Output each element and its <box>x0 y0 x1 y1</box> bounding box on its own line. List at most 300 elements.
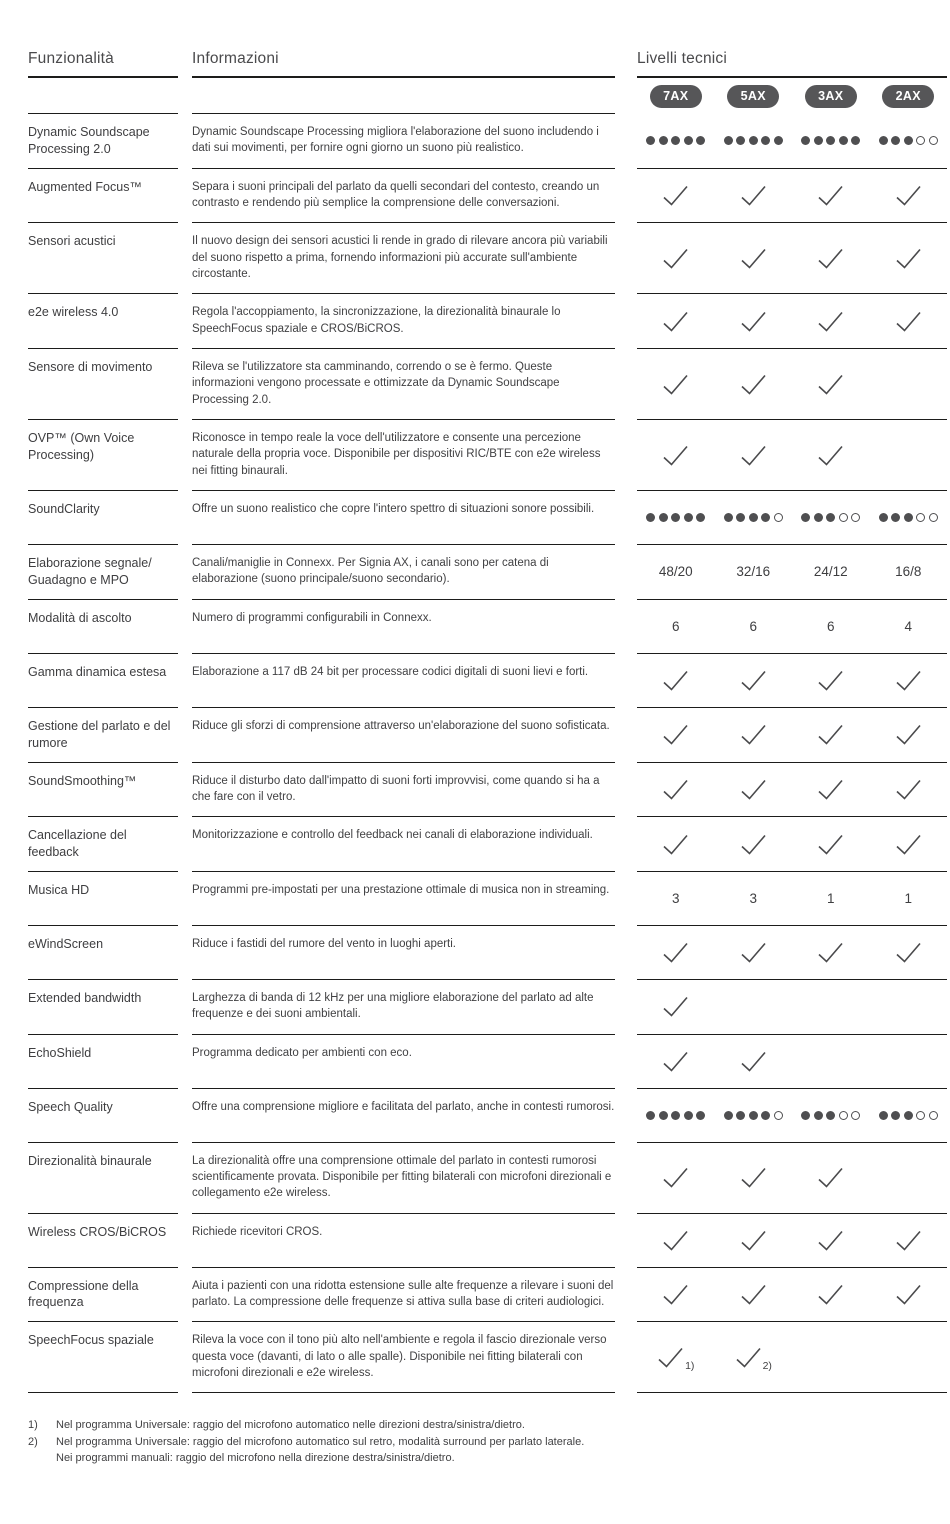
table-header <box>28 50 947 78</box>
tech-cell-3ax <box>792 980 870 1034</box>
filled-dot-icon <box>826 513 835 522</box>
tech-cell-7ax <box>637 1143 715 1213</box>
info-cell <box>192 817 615 872</box>
feature-description: Riduce gli sforzi di comprensione attraverso un'elaborazione del suono sofisticata. <box>192 719 610 732</box>
column-gap <box>615 926 637 980</box>
filled-dot-icon <box>814 1111 823 1120</box>
table-row <box>28 600 947 654</box>
check-icon <box>817 779 844 800</box>
tech-cell-2ax <box>870 654 948 707</box>
tech-cell-5ax <box>715 708 793 762</box>
info-cell <box>192 708 615 763</box>
check-icon <box>817 374 844 395</box>
table-row <box>28 1268 947 1323</box>
feature-description: Programmi pre-impostati per una prestazione ottimale di musica non in streaming. <box>192 883 610 896</box>
cell-value: 6 <box>671 618 680 634</box>
footnote <box>28 1417 947 1434</box>
table-row <box>28 1143 947 1214</box>
filled-dot-icon <box>684 136 693 145</box>
tech-cells <box>637 114 947 169</box>
level-pill-7ax: 7AX <box>650 85 702 108</box>
tech-cell-7ax <box>637 1035 715 1088</box>
tech-cell-3ax <box>792 491 870 544</box>
empty-dot-icon <box>774 1111 783 1120</box>
feature-name: e2e wireless 4.0 <box>28 305 119 320</box>
info-cell <box>192 294 615 349</box>
column-gap <box>178 50 192 78</box>
tech-cell-7ax <box>637 545 715 599</box>
filled-dot-icon <box>696 1111 705 1120</box>
tech-cell-2ax <box>870 1143 948 1213</box>
table-row <box>28 817 947 872</box>
check-icon <box>817 1284 844 1305</box>
feature-description: Rileva la voce con il tono più alto nell'ambiente e regola il fascio direzionale verso questa voce (davanti, di lato o alle spalle). Disponibile nei fitting bilaterali con microfoni direzionali e e2e wireless. <box>192 1334 607 1379</box>
table-body <box>28 114 947 1393</box>
tech-cells <box>637 223 947 294</box>
tech-cell-2ax <box>870 1089 948 1142</box>
column-gap <box>178 654 192 708</box>
table-row <box>28 491 947 545</box>
table-row <box>28 1035 947 1089</box>
tech-cell-5ax <box>715 926 793 979</box>
feature-description: Il nuovo design dei sensori acustici li rende in grado di rilevare ancora più variabili del suono rispetto a prima, fornendo informazioni più accurate sull'ambiente circostante. <box>192 235 608 281</box>
column-gap <box>615 654 637 708</box>
filled-dot-icon <box>736 513 745 522</box>
filled-dot-icon <box>646 513 655 522</box>
check-icon <box>817 724 844 745</box>
level-pill-2ax: 2AX <box>882 85 934 108</box>
tech-cell-2ax <box>870 926 948 979</box>
level-pill-3ax: 3AX <box>805 85 857 108</box>
rating-dots <box>724 1111 783 1120</box>
feature-name: Elaborazione segnale/ Guadagno e MPO <box>28 556 152 587</box>
table-row <box>28 654 947 708</box>
column-gap <box>615 50 637 78</box>
filled-dot-icon <box>736 136 745 145</box>
feature-description: Programma dedicato per ambienti con eco. <box>192 1046 412 1059</box>
tech-cell-2ax <box>870 872 948 925</box>
tech-cell-7ax <box>637 1089 715 1142</box>
tech-cell-3ax <box>792 294 870 348</box>
info-cell <box>192 491 615 545</box>
feature-cell <box>28 600 178 654</box>
column-gap <box>178 349 192 420</box>
footnote-marker: 1) <box>28 1419 38 1432</box>
feature-description: Monitorizzazione e controllo del feedback nei canali di elaborazione individuali. <box>192 829 593 842</box>
table-row <box>28 926 947 980</box>
tech-cell-7ax <box>637 600 715 653</box>
tech-cells <box>637 872 947 926</box>
rating-dots <box>801 1111 860 1120</box>
column-gap <box>178 169 192 224</box>
empty-dot-icon <box>916 136 925 145</box>
tech-cell-2ax <box>870 1035 948 1088</box>
column-gap <box>615 169 637 224</box>
empty-dot-icon <box>851 513 860 522</box>
column-gap <box>178 1143 192 1214</box>
check-icon <box>817 311 844 332</box>
tech-cell-5ax <box>715 1089 793 1142</box>
tech-cell-2ax <box>870 545 948 599</box>
feature-cell <box>28 1143 178 1214</box>
feature-description: Offre una comprensione migliore e facilitata del parlato, anche in contesti rumorosi. <box>192 1100 615 1113</box>
filled-dot-icon <box>684 513 693 522</box>
check-icon <box>817 670 844 691</box>
check-icon <box>740 1284 767 1305</box>
tech-cells <box>637 491 947 545</box>
footnote <box>28 1434 947 1467</box>
feature-cell <box>28 654 178 708</box>
feature-name: SpeechFocus spaziale <box>28 1333 154 1348</box>
filled-dot-icon <box>801 513 810 522</box>
check-icon <box>895 942 922 963</box>
column-gap <box>178 708 192 763</box>
cell-value: 4 <box>904 618 912 634</box>
rating-dots <box>724 513 783 522</box>
rating-dots <box>879 513 938 522</box>
cell-value: 6 <box>826 618 835 634</box>
tech-cells <box>637 600 947 654</box>
filled-dot-icon <box>904 513 913 522</box>
column-gap <box>615 1089 637 1143</box>
check-icon <box>662 779 689 800</box>
tech-cells <box>637 169 947 224</box>
tech-cells <box>637 349 947 420</box>
tech-cell-5ax <box>715 1143 793 1213</box>
check-icon <box>662 1051 689 1072</box>
check-icon <box>662 942 689 963</box>
info-cell <box>192 223 615 294</box>
tech-cell-5ax <box>715 420 793 490</box>
check-icon <box>740 311 767 332</box>
info-cell <box>192 654 615 708</box>
tech-cell-7ax <box>637 491 715 544</box>
column-header-features: Funzionalità <box>28 50 178 78</box>
tech-cell-5ax <box>715 980 793 1034</box>
feature-description: Richiede ricevitori CROS. <box>192 1225 323 1238</box>
rating-dots <box>646 513 705 522</box>
tech-cell-5ax <box>715 1268 793 1322</box>
column-gap <box>178 223 192 294</box>
check-icon <box>740 445 767 466</box>
level-pill-5ax: 5AX <box>727 85 779 108</box>
tech-cell-3ax <box>792 1035 870 1088</box>
tech-cell-5ax <box>715 763 793 817</box>
feature-name: SoundSmoothing™ <box>28 773 137 788</box>
feature-cell <box>28 1322 178 1393</box>
filled-dot-icon <box>774 136 783 145</box>
tech-cell-2ax <box>870 1214 948 1267</box>
filled-dot-icon <box>659 1111 668 1120</box>
empty-dot-icon <box>929 136 938 145</box>
check-icon <box>740 185 767 206</box>
feature-name: Extended bandwidth <box>28 990 142 1005</box>
filled-dot-icon <box>646 136 655 145</box>
info-cell <box>192 926 615 980</box>
footnote-marker: 2) <box>28 1435 38 1448</box>
feature-cell <box>28 980 178 1035</box>
check-icon <box>662 1167 689 1188</box>
filled-dot-icon <box>749 1111 758 1120</box>
check-icon <box>662 311 689 332</box>
check-icon <box>817 942 844 963</box>
tech-cell-3ax <box>792 1143 870 1213</box>
footnotes <box>28 1417 947 1467</box>
filled-dot-icon <box>761 1111 770 1120</box>
tech-cells <box>637 1214 947 1268</box>
check-icon <box>740 374 767 395</box>
filled-dot-icon <box>891 136 900 145</box>
empty-dot-icon <box>839 1111 848 1120</box>
tech-cell-5ax <box>715 872 793 925</box>
table-row <box>28 169 947 224</box>
feature-cell <box>28 545 178 600</box>
column-header-info: Informazioni <box>192 50 615 78</box>
check-icon <box>662 1230 689 1251</box>
cell-value: 3 <box>749 890 757 906</box>
tech-cell-3ax <box>792 169 870 223</box>
info-cell <box>192 1268 615 1323</box>
info-cell <box>192 1322 615 1393</box>
level-pill-cell <box>637 78 715 114</box>
filled-dot-icon <box>904 1111 913 1120</box>
table-row <box>28 294 947 349</box>
table-row <box>28 1322 947 1393</box>
feature-name: Speech Quality <box>28 1099 113 1114</box>
rating-dots <box>646 1111 705 1120</box>
filled-dot-icon <box>749 513 758 522</box>
tech-cell-7ax <box>637 1268 715 1322</box>
column-gap <box>615 78 637 114</box>
filled-dot-icon <box>724 1111 733 1120</box>
column-gap <box>615 420 637 491</box>
column-gap <box>615 1214 637 1268</box>
tech-cell-7ax <box>637 114 715 168</box>
cell-value: 48/20 <box>658 564 693 580</box>
tech-cell-2ax <box>870 491 948 544</box>
footnote-text <box>56 1434 947 1467</box>
tech-cell-7ax <box>637 294 715 348</box>
info-cell <box>192 600 615 654</box>
tech-cell-7ax <box>637 654 715 707</box>
footnote-line: Nel programma Universale: raggio del microfono automatico sul retro, modalità surround per parlato laterale. <box>56 1435 585 1448</box>
feature-cell <box>28 169 178 224</box>
column-gap <box>615 223 637 294</box>
tech-cell-3ax <box>792 1268 870 1322</box>
tech-cells <box>637 1089 947 1143</box>
feature-cell <box>28 872 178 926</box>
feature-name: OVP™ (Own Voice Processing) <box>28 431 135 462</box>
feature-description: Numero di programmi configurabili in Connexx. <box>192 611 432 624</box>
feature-cell <box>28 708 178 763</box>
tech-cell-5ax <box>715 294 793 348</box>
info-cell <box>192 1035 615 1089</box>
column-gap <box>615 708 637 763</box>
tech-cells <box>637 1268 947 1323</box>
tech-cell-5ax <box>715 817 793 871</box>
filled-dot-icon <box>879 513 888 522</box>
filled-dot-icon <box>684 1111 693 1120</box>
feature-name: Augmented Focus™ <box>28 179 142 194</box>
tech-cell-2ax <box>870 600 948 653</box>
filled-dot-icon <box>891 513 900 522</box>
level-pills <box>637 78 947 114</box>
column-gap <box>615 114 637 169</box>
empty-dot-icon <box>774 513 783 522</box>
check-icon <box>740 1167 767 1188</box>
column-gap <box>178 1214 192 1268</box>
column-gap <box>178 872 192 926</box>
filled-dot-icon <box>696 513 705 522</box>
check-icon <box>662 670 689 691</box>
tech-cell-7ax <box>637 763 715 817</box>
cell-value: 6 <box>749 618 757 634</box>
tech-cell-3ax <box>792 420 870 490</box>
column-gap <box>178 763 192 818</box>
info-cell <box>192 545 615 600</box>
tech-cell-2ax <box>870 420 948 490</box>
column-gap <box>178 294 192 349</box>
tech-cell-2ax <box>870 223 948 293</box>
cell-value: 3 <box>671 890 680 906</box>
column-gap <box>615 1322 637 1393</box>
tech-cell-5ax <box>715 491 793 544</box>
feature-description: La direzionalità offre una comprensione ottimale del parlato in contesti rumorosi scientificamente provata. Disponibile per fitting bilaterali con microfoni direzionali e collegamento e2e wireless. <box>192 1154 612 1200</box>
column-gap <box>178 1089 192 1143</box>
rating-dots <box>801 513 860 522</box>
empty-dot-icon <box>929 1111 938 1120</box>
tech-cell-5ax <box>715 223 793 293</box>
tech-cell-2ax <box>870 708 948 762</box>
column-gap <box>178 78 192 114</box>
column-gap <box>178 1322 192 1393</box>
check-icon <box>662 248 689 269</box>
table-row <box>28 1089 947 1143</box>
tech-cells <box>637 763 947 818</box>
feature-cell <box>28 294 178 349</box>
tech-cell-2ax <box>870 294 948 348</box>
level-pill-cell <box>870 78 948 114</box>
tech-cells <box>637 1035 947 1089</box>
filled-dot-icon <box>904 136 913 145</box>
feature-description: Dynamic Soundscape Processing migliora l'elaborazione del suono includendo i dati sui movimenti, per fornire ogni giorno un suono più realistico. <box>192 126 599 155</box>
tech-cells <box>637 654 947 708</box>
rating-dots <box>879 1111 938 1120</box>
cell-value: 1 <box>904 890 912 906</box>
feature-name: Sensore di movimento <box>28 360 153 375</box>
tech-cells <box>637 1322 947 1393</box>
filled-dot-icon <box>659 136 668 145</box>
check-icon <box>662 724 689 745</box>
check-icon <box>817 1167 844 1188</box>
info-cell <box>192 169 615 224</box>
footnote-line: Nei programmi manuali: raggio del microfono nella direzione destra/sinistra/dietro. <box>56 1452 455 1465</box>
column-header-levels <box>637 50 947 78</box>
tech-cell-7ax <box>637 349 715 419</box>
feature-cell <box>28 223 178 294</box>
tech-cells <box>637 294 947 349</box>
feature-name: Modalità di ascolto <box>28 610 132 625</box>
table-row <box>28 980 947 1035</box>
check-icon <box>895 1284 922 1305</box>
tech-cells <box>637 980 947 1035</box>
info-cell <box>192 114 615 169</box>
filled-dot-icon <box>879 136 888 145</box>
info-cell <box>192 1089 615 1143</box>
empty-cell <box>192 78 615 114</box>
empty-dot-icon <box>929 513 938 522</box>
check-icon <box>895 779 922 800</box>
feature-name: Sensori acustici <box>28 234 116 249</box>
info-cell <box>192 349 615 420</box>
check-icon <box>817 248 844 269</box>
check-icon <box>895 185 922 206</box>
check-icon <box>895 1230 922 1251</box>
table-row <box>28 545 947 600</box>
filled-dot-icon <box>659 513 668 522</box>
column-gap <box>615 872 637 926</box>
feature-description: Riduce il disturbo dato dall'impatto di suoni forti improvvisi, come quando si ha a che fare con il vetro. <box>192 774 600 803</box>
tech-cell-2ax <box>870 763 948 817</box>
empty-dot-icon <box>851 1111 860 1120</box>
filled-dot-icon <box>736 1111 745 1120</box>
feature-cell <box>28 1089 178 1143</box>
footnote-marker: 1) <box>685 1359 695 1372</box>
filled-dot-icon <box>826 1111 835 1120</box>
tech-cell-7ax <box>637 1322 715 1392</box>
feature-cell <box>28 491 178 545</box>
info-cell <box>192 1143 615 1214</box>
table-row <box>28 872 947 926</box>
tech-cell-5ax <box>715 1035 793 1088</box>
column-gap <box>178 491 192 545</box>
feature-name: Musica HD <box>28 882 90 897</box>
filled-dot-icon <box>724 136 733 145</box>
column-gap <box>615 1143 637 1214</box>
filled-dot-icon <box>851 136 860 145</box>
column-gap <box>178 545 192 600</box>
check-icon <box>740 1051 767 1072</box>
filled-dot-icon <box>891 1111 900 1120</box>
tech-cell-5ax <box>715 654 793 707</box>
table-row <box>28 114 947 169</box>
column-gap <box>615 1035 637 1089</box>
tech-cell-2ax <box>870 980 948 1034</box>
tech-cell-7ax <box>637 708 715 762</box>
tech-cell-3ax <box>792 654 870 707</box>
check-icon <box>662 445 689 466</box>
feature-description: Riconosce in tempo reale la voce dell'utilizzatore e consente una percezione naturale della propria voce. Disponibile per dispositivi RIC/BTE con e2e wireless nei fitting binaurali. <box>192 432 601 477</box>
tech-cell-5ax <box>715 1214 793 1267</box>
cell-value: 1 <box>826 890 835 906</box>
column-gap <box>615 980 637 1035</box>
check-icon <box>740 248 767 269</box>
feature-name: eWindScreen <box>28 936 104 951</box>
tech-cell-7ax <box>637 980 715 1034</box>
tech-cell-3ax <box>792 1214 870 1267</box>
column-gap <box>178 420 192 491</box>
tech-cell-7ax <box>637 926 715 979</box>
tech-cell-7ax <box>637 1214 715 1267</box>
feature-cell <box>28 817 178 872</box>
check-icon <box>662 374 689 395</box>
feature-cell <box>28 1214 178 1268</box>
tech-cell-2ax <box>870 817 948 871</box>
tech-cell-5ax <box>715 600 793 653</box>
column-gap <box>178 926 192 980</box>
info-cell <box>192 872 615 926</box>
column-gap <box>178 980 192 1035</box>
